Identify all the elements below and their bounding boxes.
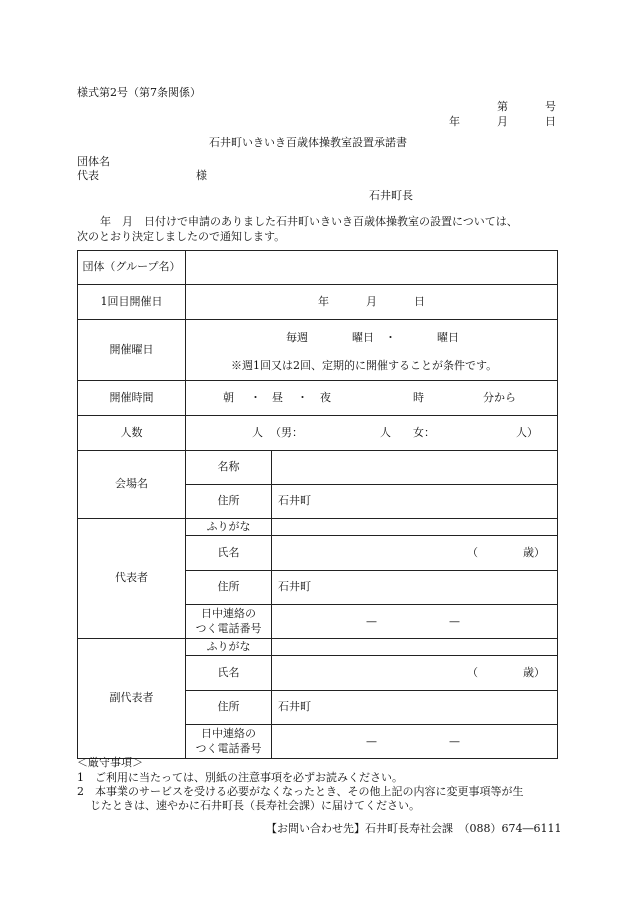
venue-address-label: 住所 <box>186 485 272 519</box>
vice-phone-label-1: 日中連絡の <box>201 727 256 741</box>
time-fun: 分から <box>483 391 516 404</box>
time-dot-2: ・ <box>297 391 308 404</box>
row-venue-name <box>78 451 558 485</box>
vice-furigana-field[interactable] <box>272 639 558 656</box>
weekday-youbi-1: 曜日 ・ <box>352 331 396 344</box>
weekday-maishu: 毎週 <box>286 331 308 344</box>
date-year: 年 <box>449 115 460 128</box>
notes-heading: ＜厳守事項＞ <box>77 756 143 769</box>
first-date-year: 年 <box>318 295 329 308</box>
date-month: 月 <box>497 115 508 128</box>
time-field[interactable] <box>186 381 558 416</box>
time-label: 開催時間 <box>78 381 186 416</box>
venue-name-label: 名称 <box>186 451 272 485</box>
rep-label: 代表者 <box>78 519 186 639</box>
vice-phone-label-2: つく電話番号 <box>195 741 262 755</box>
people-male: （男： <box>270 426 303 439</box>
vice-furigana-label: ふりがな <box>186 639 272 656</box>
row-time <box>78 381 558 416</box>
rep-phone-label-1: 日中連絡の <box>201 607 256 621</box>
vice-phone-label <box>186 725 272 759</box>
vice-name-label: 氏名 <box>186 656 272 691</box>
notes-item-1: 1 ご利用に当たっては、別紙の注意事項を必ずお読みください。 <box>77 771 403 784</box>
rep-phone-label <box>186 605 272 639</box>
people-nin-3: 人） <box>516 426 538 439</box>
time-ji: 時 <box>413 391 424 404</box>
rep-phone-label-2: つく電話番号 <box>195 621 262 635</box>
number-go: 号 <box>545 100 556 113</box>
rep-phone-field[interactable] <box>272 605 558 639</box>
rep-address-field[interactable]: 石井町 <box>272 571 558 605</box>
rep-furigana-field[interactable] <box>272 519 558 536</box>
people-label: 人数 <box>78 416 186 451</box>
venue-name-field[interactable] <box>272 451 558 485</box>
weekday-note: ※週1回又は2回、定期的に開催することが条件です。 <box>231 359 498 372</box>
vice-age-close: 歳） <box>523 666 545 679</box>
first-date-month: 月 <box>366 295 377 308</box>
time-asa: 朝 <box>223 391 234 404</box>
rep-phone-dash-1: — <box>366 615 377 628</box>
row-group-name <box>78 251 558 285</box>
first-date-label: 1回目開催日 <box>78 285 186 320</box>
vice-phone-dash-1: — <box>366 735 377 748</box>
rep-age-open: （ <box>467 546 478 559</box>
rep-furigana-label: ふりがな <box>186 519 272 536</box>
form-number: 様式第2号（第7条関係） <box>77 86 201 99</box>
vice-age-open: （ <box>467 666 478 679</box>
recipient-honorific: 様 <box>196 169 207 182</box>
vice-address-label: 住所 <box>186 691 272 725</box>
rep-address-label: 住所 <box>186 571 272 605</box>
weekday-label: 開催曜日 <box>78 320 186 381</box>
notes-item-2-line-2: じたときは、速やかに石井町長（長寿社会課）に届けてください。 <box>90 799 420 812</box>
number-dai: 第 <box>497 100 508 113</box>
body-line-1: 年 月 日付けで申請のありました石井町いきいき百歳体操教室の設置については、 <box>100 215 518 228</box>
vice-name-field[interactable] <box>272 656 558 691</box>
group-name-field[interactable] <box>186 251 558 285</box>
weekday-field[interactable] <box>186 320 558 381</box>
rep-age-close: 歳） <box>523 546 545 559</box>
row-vice-furigana <box>78 639 558 656</box>
time-yoru: 夜 <box>320 391 331 404</box>
row-rep-furigana <box>78 519 558 536</box>
contact-info: 【お問い合わせ先】石井町長寿社会課 （088）674―6111 <box>266 822 562 835</box>
body-line-2: 次のとおり決定しましたので通知します。 <box>77 230 286 243</box>
people-female: 女： <box>413 426 435 439</box>
application-table <box>77 250 558 759</box>
vice-label: 副代表者 <box>78 639 186 759</box>
page-title: 石井町いきいき百歳体操教室設置承諾書 <box>209 136 407 149</box>
weekday-youbi-2: 曜日 <box>437 331 459 344</box>
first-date-day: 日 <box>414 295 425 308</box>
rep-name-label: 氏名 <box>186 536 272 571</box>
venue-label: 会場名 <box>78 451 186 519</box>
people-field[interactable] <box>186 416 558 451</box>
sender-name: 石井町長 <box>369 189 413 202</box>
first-date-field[interactable] <box>186 285 558 320</box>
date-day: 日 <box>545 115 556 128</box>
row-first-date <box>78 285 558 320</box>
people-nin: 人 <box>252 426 263 439</box>
vice-phone-dash-2: — <box>449 735 460 748</box>
time-hiru: 昼 <box>272 391 283 404</box>
rep-phone-dash-2: — <box>449 615 460 628</box>
people-nin-2: 人 <box>380 426 391 439</box>
recipient-group-label: 団体名 <box>77 155 110 168</box>
notes-item-2-line-1: 2 本事業のサービスを受ける必要がなくなったとき、その他上記の内容に変更事項等が生 <box>77 785 524 798</box>
vice-address-field[interactable]: 石井町 <box>272 691 558 725</box>
time-dot-1: ・ <box>250 391 261 404</box>
group-name-label: 団体（グループ名） <box>78 251 186 285</box>
row-people <box>78 416 558 451</box>
row-weekday <box>78 320 558 381</box>
rep-name-field[interactable] <box>272 536 558 571</box>
recipient-rep-label: 代表 <box>77 169 99 182</box>
venue-address-field[interactable]: 石井町 <box>272 485 558 519</box>
vice-phone-field[interactable] <box>272 725 558 759</box>
